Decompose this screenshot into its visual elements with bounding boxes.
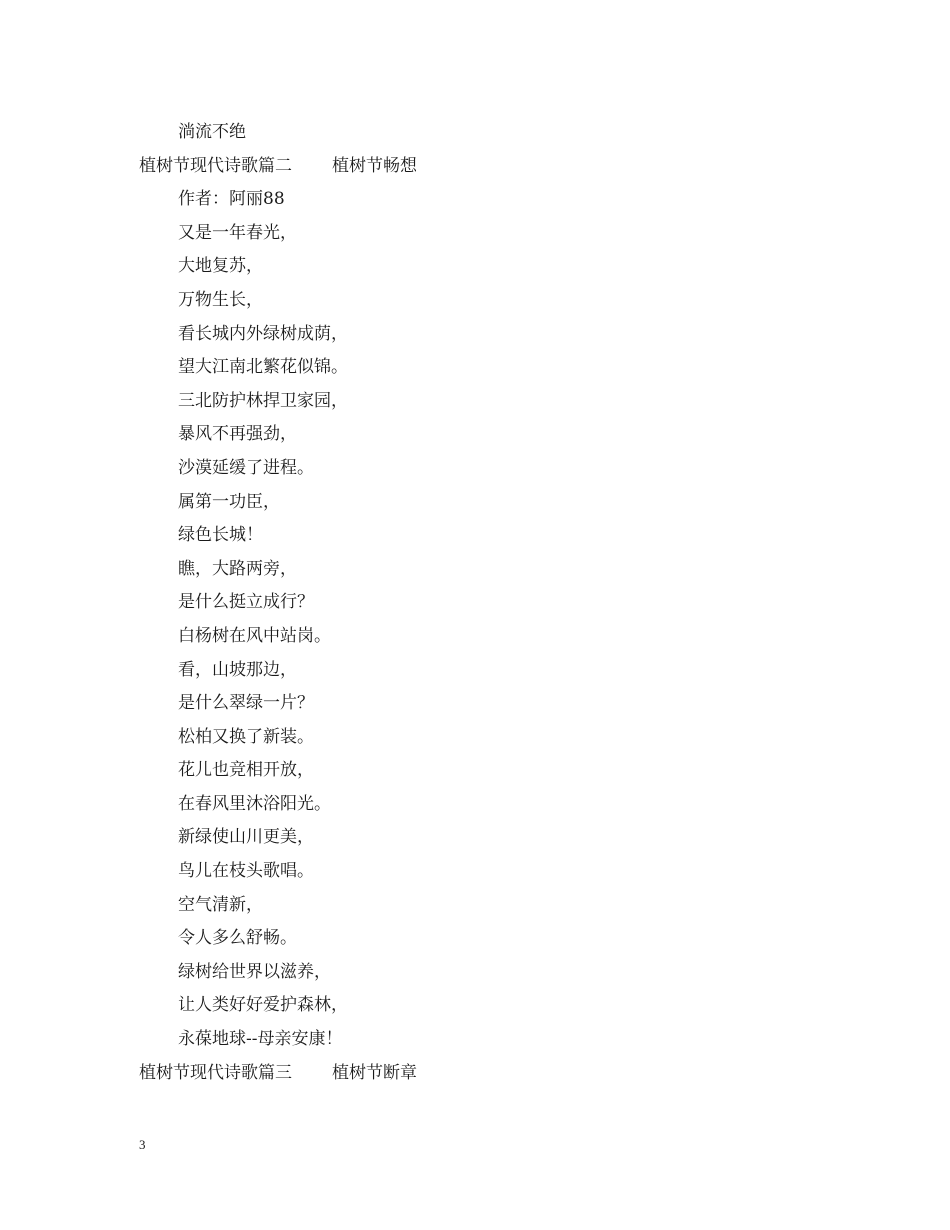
poem-line: 看长城内外绿树成荫， xyxy=(178,323,348,344)
poem-line: 属第一功臣， xyxy=(178,491,280,512)
poem-line: 在春风里沐浴阳光。 xyxy=(178,793,331,814)
poem-line: 是什么挺立成行？ xyxy=(178,592,314,613)
poem-line: 三北防护林捍卫家园， xyxy=(178,390,348,411)
section-heading-subtitle: 植树节断章 xyxy=(332,1062,417,1083)
poem-line: 令人多么舒畅。 xyxy=(178,928,297,949)
poem-line: 看，山坡那边， xyxy=(178,659,297,680)
poem-line: 望大江南北繁花似锦。 xyxy=(178,357,348,378)
poem-line: 作者：阿丽88 xyxy=(178,189,285,210)
poem-line: 万物生长， xyxy=(178,289,263,310)
poem-line: 是什么翠绿一片？ xyxy=(178,693,314,714)
poem-line: 花儿也竞相开放， xyxy=(178,760,314,781)
poem-line: 让人类好好爱护森林， xyxy=(178,995,348,1016)
poem-line: 暴风不再强劲， xyxy=(178,424,297,445)
section-heading xyxy=(139,1057,839,1091)
poem-line: 绿树给世界以滋养， xyxy=(178,961,331,982)
poem-line: 又是一年春光， xyxy=(178,222,297,243)
poem-line: 空气清新， xyxy=(178,894,263,915)
poem-line: 鸟儿在枝头歌唱。 xyxy=(178,861,314,882)
poem-line: 瞧，大路两旁， xyxy=(178,558,297,579)
section-heading xyxy=(139,150,839,184)
poem-line: 白杨树在风中站岗。 xyxy=(178,625,331,646)
section-heading-title: 植树节现代诗歌篇二 xyxy=(139,155,292,176)
document-body xyxy=(139,116,839,1090)
poem-line: 新绿使山川更美， xyxy=(178,827,314,848)
poem-line: 永葆地球--母亲安康！ xyxy=(178,1029,343,1050)
poem-line: 松柏又换了新装。 xyxy=(178,726,314,747)
poem-line: 绿色长城！ xyxy=(178,525,263,546)
poem-line: 沙漠延缓了进程。 xyxy=(178,457,314,478)
section-heading-subtitle: 植树节畅想 xyxy=(332,155,417,176)
poem-line: 大地复苏， xyxy=(178,256,263,277)
section-heading-title: 植树节现代诗歌篇三 xyxy=(139,1062,292,1083)
page-number: 3 xyxy=(139,1137,146,1152)
poem-line: 淌流不绝 xyxy=(178,122,246,142)
